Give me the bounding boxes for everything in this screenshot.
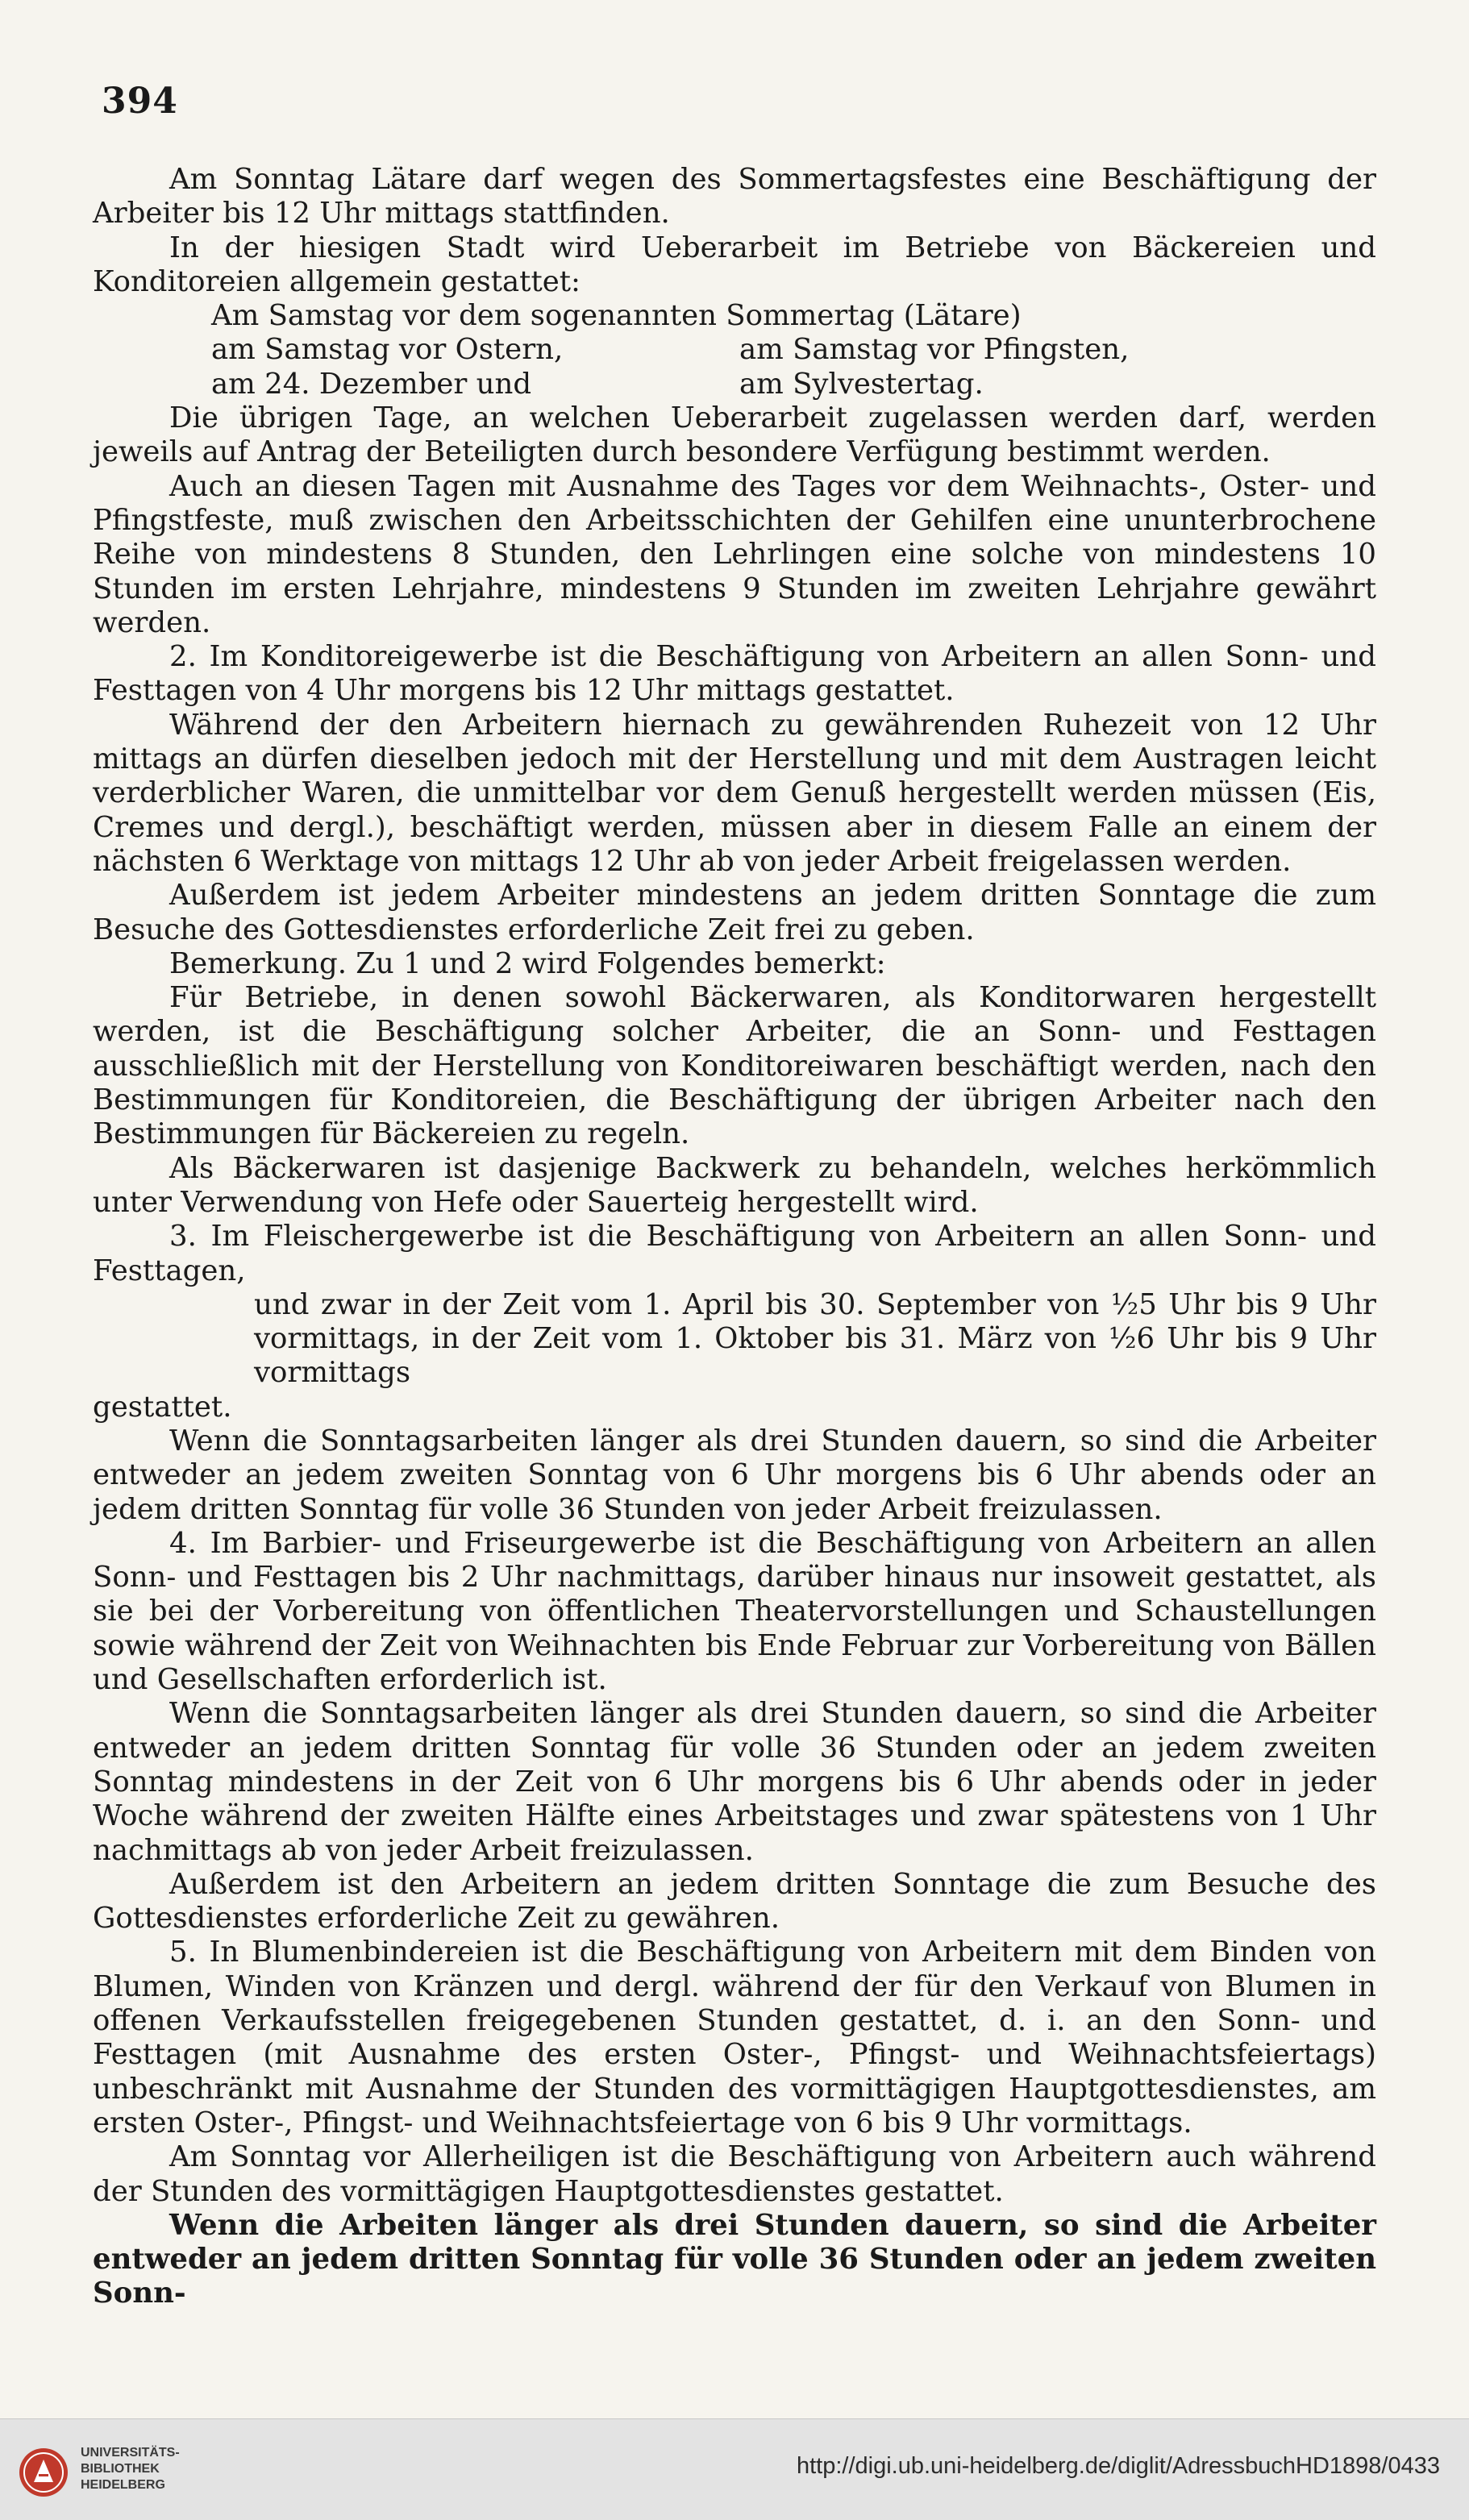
page-text bbox=[93, 163, 1376, 2311]
paragraph: Auch an diesen Tagen mit Ausnahme des Tages vor dem Weihnachts-, Oster- und Pfingstfeste, muß zwischen den Arbeitsschichten der Gehilfen eine ununterbrochene Reihe von mindestens 8 Stunden, den Lehrlingen eine solche von mindestens 10 Stunden im ersten Lehrjahre, mindestens 9 Stunden im zweiten Lehrjahre gewährt werden. bbox=[93, 469, 1376, 639]
paragraph: Während der den Arbeitern hiernach zu gewährenden Ruhezeit von 12 Uhr mittags an dürfen dieselben jedoch mit der Herstellung und mit dem Austragen leicht verderblicher Waren, die unmittelbar vor dem Genuß hergestellt werden müssen (Eis, Cremes und dergl.), beschäftigt werden, müssen aber in diesem Falle an einem der nächsten 6 Werktage von mittags 12 Uhr ab von jeder Arbeit freigelassen werden. bbox=[93, 708, 1376, 878]
time-range-block: und zwar in der Zeit vom 1. April bis 30. September von ½5 Uhr bis 9 Uhr vormittags, in der Zeit vom 1. Oktober bis 31. März von ½6 Uhr bis 9 Uhr vormittags bbox=[254, 1287, 1376, 1390]
paragraph: 2. Im Konditoreigewerbe ist die Beschäftigung von Arbeitern an allen Sonn- und Festtagen von 4 Uhr morgens bis 12 Uhr mittags gestattet. bbox=[93, 640, 1376, 708]
paragraph: 3. Im Fleischergewerbe ist die Beschäftigung von Arbeitern an allen Sonn- und Festtagen, bbox=[93, 1220, 1376, 1287]
library-name bbox=[81, 2445, 180, 2493]
library-name-line: UNIVERSITÄTS- bbox=[81, 2446, 180, 2460]
paragraph: Am Sonntag vor Allerheiligen ist die Beschäftigung von Arbeitern auch während der Stunden des vormittägigen Hauptgottesdienstes gestattet. bbox=[93, 2140, 1376, 2208]
paragraph: In der hiesigen Stadt wird Ueberarbeit im Betriebe von Bäckereien und Konditoreien allgemein gestattet: bbox=[93, 231, 1376, 298]
paragraph: Am Sonntag Lätare darf wegen des Sommertagsfestes eine Beschäftigung der Arbeiter bis 12 Uhr mittags stattfinden. bbox=[93, 163, 1376, 231]
paragraph: 4. Im Barbier- und Friseurgewerbe ist die Beschäftigung von Arbeitern an allen Sonn- und Festtagen bis 2 Uhr nachmittags, darüber hinaus nur insoweit gestattet, als sie bei der Vorbereitung von öffentlichen Theatervorstellungen und Schaustellungen sowie während der Zeit von Weihnachten bis Ende Februar zur Vorbereitung von Bällen und Gesellschaften erforderlich ist. bbox=[93, 1526, 1376, 1697]
paragraph: Außerdem ist den Arbeitern an jedem dritten Sonntage die zum Besuche des Gottesdienstes erforderliche Zeit zu gewähren. bbox=[93, 1867, 1376, 1936]
overtime-days-list bbox=[93, 299, 1376, 401]
paragraph: Für Betriebe, in denen sowohl Bäckerwaren, als Konditorwaren hergestellt werden, ist die Beschäftigung solcher Arbeiter, die an Sonn- und Festtagen ausschließlich mit der Herstellung von Konditoreiwaren beschäftigt werden, nach den Bestimmungen für Konditoreien, die Beschäftigung der übrigen Arbeiter nach den Bestimmungen für Bäckereien zu regeln. bbox=[93, 981, 1376, 1151]
paragraph: Außerdem ist jedem Arbeiter mindestens an jedem dritten Sonntage die zum Besuche des Gottesdienstes erforderliche Zeit frei zu geben. bbox=[93, 879, 1376, 946]
paragraph: Als Bäckerwaren ist dasjenige Backwerk zu behandeln, welches herkömmlich unter Verwendung von Hefe oder Sauerteig hergestellt wird. bbox=[93, 1151, 1376, 1219]
remark-heading: Bemerkung. Zu 1 und 2 wird Folgendes bemerkt: bbox=[169, 946, 886, 980]
paragraph: Die übrigen Tage, an welchen Ueberarbeit zugelassen werden darf, werden jeweils auf Antrag der Beteiligten durch besondere Verfügung bestimmt werden. bbox=[93, 401, 1376, 469]
paragraph: 5. In Blumenbindereien ist die Beschäftigung von Arbeitern mit dem Binden von Blumen, Winden von Kränzen und dergl. während der für den Verkauf von Blumen in offenen Verkaufsstellen freigegebenen Stunden gestattet, d. i. an den Sonn- und Festtagen (mit Ausnahme des ersten Oster-, Pfingst- und Weihnachtsfeiertags) unbeschränkt mit Ausnahme der Stunden des vormittägigen Hauptgottesdienstes, am ersten Oster-, Pfingst- und Weihnachtsfeiertage von 6 bis 9 Uhr vormittags. bbox=[93, 1936, 1376, 2140]
page-number: 394 bbox=[102, 81, 178, 122]
university-seal-icon bbox=[18, 2447, 69, 2498]
list-item: am Samstag vor Pfingsten, bbox=[739, 333, 1130, 367]
library-name-line: HEIDELBERG bbox=[81, 2478, 165, 2492]
list-item: Am Samstag vor dem sogenannten Sommertag (Lätare) bbox=[211, 299, 1022, 333]
permalink-url[interactable]: http://digi.ub.uni-heidelberg.de/diglit/AdressbuchHD1898/0433 bbox=[796, 2453, 1440, 2479]
paragraph: Wenn die Sonntagsarbeiten länger als drei Stunden dauern, so sind die Arbeiter entweder an jedem dritten Sonntag für volle 36 Stunden oder an jedem zweiten Sonntag mindestens in der Zeit von 6 Uhr morgens bis 6 Uhr abends oder in jeder Woche während der zweiten Hälfte eines Arbeitstages und zwar spätestens von 1 Uhr nachmittags ab von jeder Arbeit freizulassen. bbox=[93, 1697, 1376, 1867]
paragraph: Wenn die Sonntagsarbeiten länger als drei Stunden dauern, so sind die Arbeiter entweder an jedem zweiten Sonntag von 6 Uhr morgens bis 6 Uhr abends oder an jedem dritten Sonntag für volle 36 Stunden von jeder Arbeit freizulassen. bbox=[93, 1424, 1376, 1526]
list-item: am 24. Dezember und bbox=[211, 367, 532, 401]
viewer-footer bbox=[0, 2418, 1469, 2520]
paragraph: Wenn die Arbeiten länger als drei Stunden dauern, so sind die Arbeiter entweder an jedem dritten Sonntag für volle 36 Stunden oder an jedem zweiten Sonn- bbox=[93, 2208, 1376, 2310]
library-name-line: BIBLIOTHEK bbox=[81, 2462, 160, 2476]
paragraph: gestattet. bbox=[93, 1390, 232, 1424]
list-item: am Samstag vor Ostern, bbox=[211, 333, 564, 367]
list-item: am Sylvestertag. bbox=[739, 367, 984, 401]
